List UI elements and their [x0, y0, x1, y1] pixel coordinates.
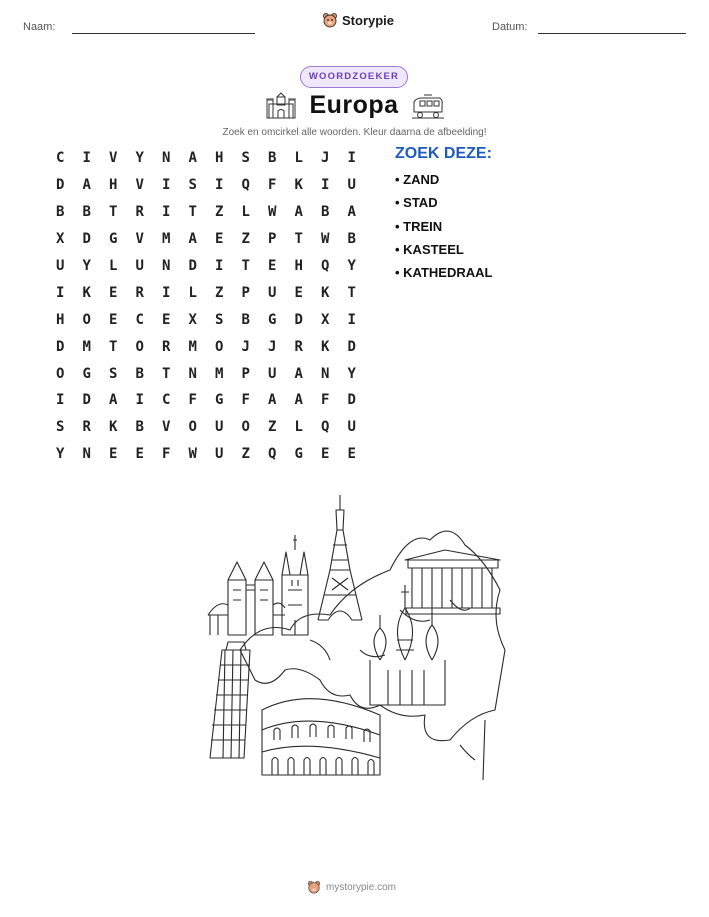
grid-letter[interactable]: E [321, 446, 330, 463]
category-badge: WOORDZOEKER [300, 66, 408, 88]
grid-letter[interactable]: V [135, 231, 144, 248]
grid-letter[interactable]: P [268, 231, 277, 248]
grid-letter[interactable]: J [241, 338, 250, 355]
grid-letter[interactable]: I [56, 284, 65, 301]
grid-letter[interactable]: Z [215, 284, 224, 301]
grid-letter[interactable]: B [82, 204, 91, 221]
storypie-bear-icon [322, 12, 338, 28]
grid-letter[interactable]: H [294, 258, 303, 274]
grid-letter[interactable]: B [56, 204, 65, 221]
grid-letter[interactable]: N [321, 365, 330, 382]
grid-letter[interactable]: R [135, 204, 144, 221]
grid-letter[interactable]: D [82, 231, 91, 248]
grid-letter[interactable]: T [188, 204, 197, 221]
grid-letter[interactable]: V [109, 150, 118, 167]
grid-letter[interactable]: M [188, 338, 197, 355]
name-line[interactable] [72, 33, 255, 34]
grid-letter[interactable]: L [241, 204, 250, 221]
grid-letter[interactable]: O [188, 419, 197, 436]
grid-letter[interactable]: G [215, 392, 224, 409]
grid-letter[interactable]: Y [347, 365, 356, 382]
grid-letter[interactable]: O [135, 338, 144, 355]
grid-letter[interactable]: X [56, 231, 65, 248]
grid-letter[interactable]: Z [215, 204, 224, 221]
grid-letter[interactable]: E [294, 284, 303, 301]
word-list-item: • KASTEEL [395, 241, 464, 257]
grid-letter[interactable]: Z [268, 419, 277, 436]
date-line[interactable] [538, 33, 686, 34]
grid-letter[interactable]: I [162, 177, 171, 194]
grid-letter[interactable]: L [109, 258, 118, 274]
grid-letter[interactable]: D [56, 177, 65, 194]
grid-letter[interactable]: Q [268, 446, 277, 463]
europe-landmarks-illustration [200, 490, 510, 785]
grid-letter[interactable]: U [215, 419, 224, 436]
word-list [395, 171, 492, 287]
grid-letter[interactable]: X [321, 311, 330, 328]
grid-letter[interactable]: M [82, 338, 91, 355]
grid-letter[interactable]: D [56, 338, 65, 355]
grid-letter[interactable]: Y [135, 150, 144, 167]
grid-letter[interactable]: I [347, 311, 356, 328]
grid-letter[interactable]: X [188, 311, 197, 328]
grid-letter[interactable]: T [294, 231, 303, 248]
grid-row [47, 414, 365, 441]
grid-letter[interactable]: Y [347, 258, 356, 274]
grid-letter[interactable]: B [135, 365, 144, 382]
grid-letter[interactable]: B [347, 231, 356, 248]
grid-letter[interactable]: A [268, 392, 277, 409]
grid-letter[interactable]: D [294, 311, 303, 328]
grid-letter[interactable]: S [109, 365, 118, 382]
grid-letter[interactable]: U [56, 258, 65, 274]
grid-letter[interactable]: E [268, 258, 277, 274]
grid-row [47, 226, 365, 253]
grid-letter[interactable]: E [135, 446, 144, 463]
grid-letter[interactable]: I [215, 258, 224, 274]
grid-letter[interactable]: E [215, 231, 224, 248]
grid-letter[interactable]: S [215, 311, 224, 328]
grid-letter[interactable]: R [294, 338, 303, 355]
word-list-item: • KATHEDRAAL [395, 265, 493, 281]
grid-letter[interactable]: K [82, 284, 91, 301]
grid-letter[interactable]: O [215, 338, 224, 355]
grid-letter[interactable]: D [347, 392, 356, 409]
grid-letter[interactable]: R [135, 284, 144, 301]
grid-letter[interactable]: G [109, 231, 118, 248]
grid-letter[interactable]: J [321, 150, 330, 167]
grid-letter[interactable]: Y [56, 446, 65, 463]
grid-row [47, 360, 365, 387]
grid-row [47, 199, 365, 226]
grid-letter[interactable]: A [188, 150, 197, 167]
grid-letter[interactable]: I [82, 150, 91, 167]
date-label: Datum: [492, 21, 528, 33]
grid-letter[interactable]: T [109, 204, 118, 221]
word-list-title: ZOEK DEZE: [395, 145, 492, 162]
grid-letter[interactable]: B [268, 150, 277, 167]
footer [307, 880, 396, 894]
grid-letter[interactable]: F [188, 392, 197, 409]
grid-letter[interactable]: U [215, 446, 224, 463]
page-title: Europa [309, 91, 399, 119]
grid-letter[interactable]: A [82, 177, 91, 194]
grid-letter[interactable]: N [162, 150, 171, 167]
name-label: Naam: [23, 21, 56, 33]
grid-letter[interactable]: E [109, 311, 118, 328]
grid-letter[interactable]: A [294, 392, 303, 409]
grid-letter[interactable]: L [188, 284, 197, 301]
grid-letter[interactable]: D [82, 392, 91, 409]
word-list-item: • STAD [395, 195, 438, 211]
grid-letter[interactable]: L [294, 419, 303, 436]
grid-letter[interactable]: T [241, 258, 250, 274]
grid-letter[interactable]: V [135, 177, 144, 194]
grid-row [47, 387, 365, 414]
grid-letter[interactable]: B [241, 311, 250, 328]
grid-row [47, 145, 365, 172]
grid-letter[interactable]: M [162, 231, 171, 248]
grid-letter[interactable]: U [347, 177, 356, 194]
grid-letter[interactable]: Y [82, 258, 91, 274]
grid-letter[interactable]: M [215, 365, 224, 382]
grid-row [47, 306, 365, 333]
grid-letter[interactable]: U [268, 365, 277, 382]
grid-letter[interactable]: I [347, 150, 356, 167]
grid-letter[interactable]: K [294, 177, 303, 194]
grid-letter[interactable]: W [268, 204, 277, 221]
grid-letter[interactable]: G [294, 446, 303, 463]
grid-letter[interactable]: K [109, 419, 118, 436]
grid-letter[interactable]: I [321, 177, 330, 194]
grid-letter[interactable]: W [188, 446, 197, 463]
grid-letter[interactable]: K [321, 284, 330, 301]
grid-letter[interactable]: N [188, 365, 197, 382]
grid-letter[interactable]: B [321, 204, 330, 221]
grid-letter[interactable]: U [347, 419, 356, 436]
grid-letter[interactable]: A [294, 365, 303, 382]
grid-letter[interactable]: F [241, 392, 250, 409]
train-icon [412, 94, 444, 120]
grid-letter[interactable]: S [188, 177, 197, 194]
grid-letter[interactable]: E [109, 446, 118, 463]
grid-letter[interactable]: H [109, 177, 118, 194]
grid-letter[interactable]: T [347, 284, 356, 301]
grid-letter[interactable]: V [162, 419, 171, 436]
grid-letter[interactable]: R [162, 338, 171, 355]
brand-logo [322, 12, 394, 28]
grid-letter[interactable]: E [109, 284, 118, 301]
grid-letter[interactable]: N [82, 446, 91, 463]
grid-letter[interactable]: U [268, 284, 277, 301]
grid-letter[interactable]: S [241, 150, 250, 167]
grid-letter[interactable]: W [321, 231, 330, 248]
grid-letter[interactable]: S [56, 419, 65, 436]
grid-letter[interactable]: L [294, 150, 303, 167]
grid-letter[interactable]: A [188, 231, 197, 248]
grid-letter[interactable]: G [82, 365, 91, 382]
grid-letter[interactable]: O [241, 419, 250, 436]
grid-letter[interactable]: Z [241, 446, 250, 463]
grid-letter[interactable]: D [188, 258, 197, 274]
grid-letter[interactable]: C [56, 150, 65, 167]
grid-letter[interactable]: Z [241, 231, 250, 248]
grid-letter[interactable]: O [56, 365, 65, 382]
grid-letter[interactable]: C [135, 311, 144, 328]
grid-letter[interactable]: D [347, 338, 356, 355]
grid-letter[interactable]: T [162, 365, 171, 382]
letter-grid [47, 145, 365, 468]
grid-letter[interactable]: E [347, 446, 356, 463]
grid-letter[interactable]: H [215, 150, 224, 167]
grid-letter[interactable]: P [241, 284, 250, 301]
grid-letter[interactable]: K [321, 338, 330, 355]
grid-row [47, 441, 365, 468]
grid-letter[interactable]: C [162, 392, 171, 409]
castle-icon [266, 92, 296, 120]
brand-name: Storypie [342, 12, 395, 28]
grid-letter[interactable]: U [135, 258, 144, 274]
grid-letter[interactable]: I [215, 177, 224, 194]
grid-letter[interactable]: I [162, 284, 171, 301]
grid-row [47, 172, 365, 199]
grid-row [47, 279, 365, 306]
grid-letter[interactable]: F [162, 446, 171, 463]
instructions: Zoek en omcirkel alle woorden. Kleur daarna de afbeelding! [222, 127, 487, 138]
grid-letter[interactable]: F [268, 177, 277, 194]
grid-letter[interactable]: E [162, 311, 171, 328]
grid-letter[interactable]: G [268, 311, 277, 328]
grid-letter[interactable]: P [241, 365, 250, 382]
grid-letter[interactable]: B [135, 419, 144, 436]
grid-letter[interactable]: J [268, 338, 277, 355]
grid-letter[interactable]: I [162, 204, 171, 221]
grid-row [47, 333, 365, 360]
grid-letter[interactable]: N [162, 258, 171, 274]
grid-letter[interactable]: A [347, 204, 356, 221]
grid-letter[interactable]: Q [241, 177, 250, 194]
grid-letter[interactable]: A [294, 204, 303, 221]
grid-letter[interactable]: H [56, 311, 65, 328]
grid-letter[interactable]: R [82, 419, 91, 436]
grid-letter[interactable]: T [109, 338, 118, 355]
grid-row [47, 253, 365, 280]
word-list-item: • TREIN [395, 218, 443, 234]
grid-letter[interactable]: I [56, 392, 65, 409]
grid-letter[interactable]: I [135, 392, 144, 409]
storypie-bear-icon [307, 880, 321, 894]
grid-letter[interactable]: Q [321, 419, 330, 436]
grid-letter[interactable]: O [82, 311, 91, 328]
word-list-item: • ZAND [395, 172, 440, 187]
grid-letter[interactable]: F [321, 392, 330, 409]
footer-url[interactable]: mystorypie.com [326, 881, 397, 893]
grid-letter[interactable]: Q [321, 258, 330, 274]
grid-letter[interactable]: A [109, 392, 118, 409]
